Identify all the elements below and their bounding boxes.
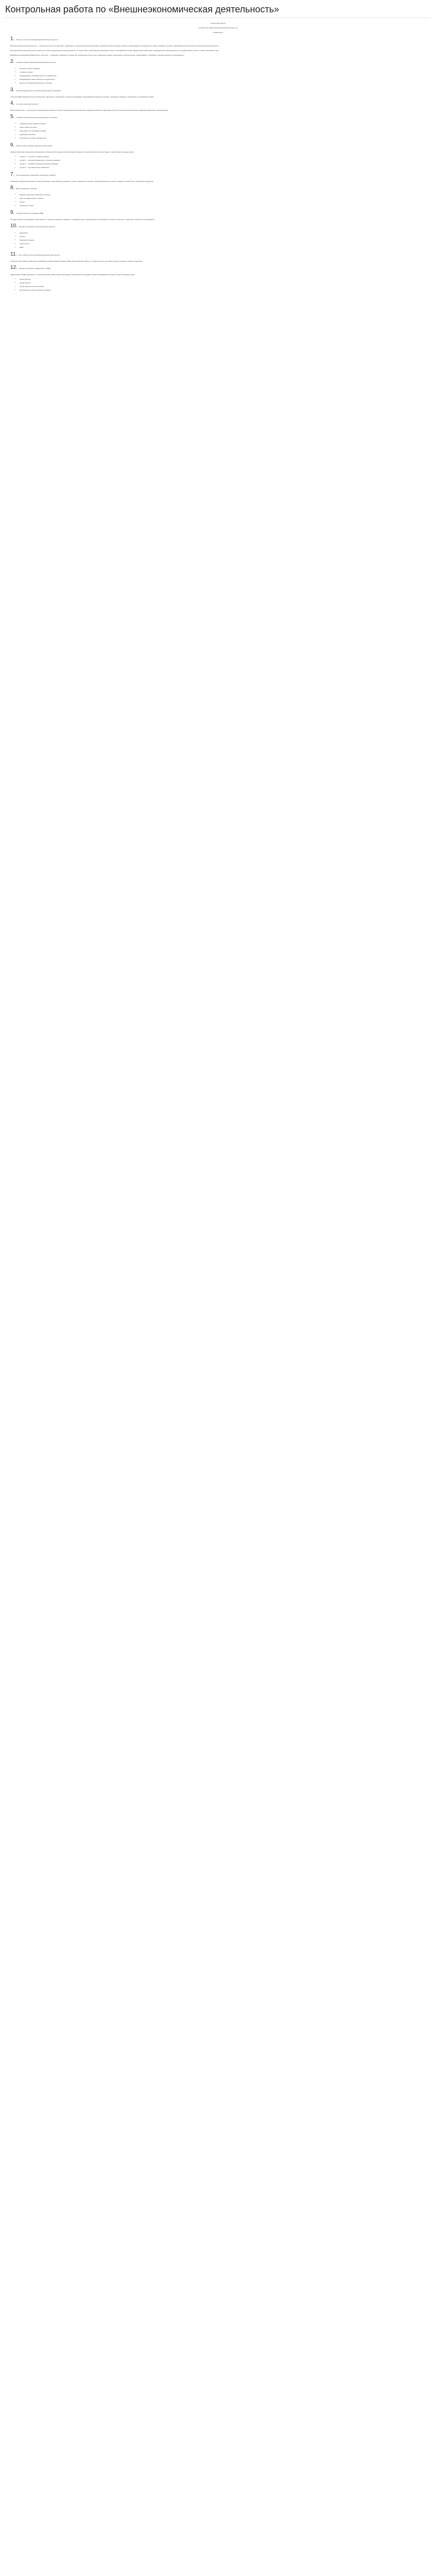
question-heading: [10, 185, 426, 191]
question-text: Основные формы внешнеэкономической деятельности: [16, 61, 56, 63]
question-section: [10, 36, 426, 56]
list-item: • акцизы: [20, 201, 426, 203]
list-item: • международное производственное сотрудничество: [20, 75, 426, 77]
question-heading: [10, 172, 426, 178]
list-item: • банковский перевод: [20, 239, 426, 241]
list-item: • таможенные сборы: [20, 205, 426, 207]
list-item: • внешняя торговля товарами: [20, 67, 426, 70]
question-number: 12.: [10, 265, 18, 270]
question-number: 5.: [10, 114, 15, 120]
question-section: [10, 87, 426, 98]
question-number: 1.: [10, 36, 15, 42]
list-item: • ввозная и вывозная таможенные пошлины: [20, 194, 426, 196]
list-item: • налог на добавленную стоимость: [20, 197, 426, 199]
question-number: 9.: [10, 210, 15, 215]
list-item: • международное инвестиционное сотрудничество: [20, 78, 426, 80]
question-heading: [10, 142, 426, 148]
question-heading: [10, 210, 426, 216]
question-number: 8.: [10, 185, 15, 191]
list-item: • аванс: [20, 246, 426, 248]
list-item: • группа D — доставка в место назначения: [20, 166, 426, 168]
answer-list: [20, 232, 426, 248]
list-item: • подписание контракта: [20, 133, 426, 135]
question-section: [10, 114, 426, 139]
question-section: [10, 59, 426, 84]
answer-list: [20, 67, 426, 84]
page-title: Контрольная работа по «Внешнеэкономическая деятельность»: [5, 4, 280, 14]
list-item: • группа C — основная перевозка оплачена продавцом: [20, 163, 426, 165]
question-text: Что такое валютный контроль?: [16, 103, 39, 105]
question-heading: [10, 265, 426, 271]
list-item: • группа E — отгрузка со склада продавца: [20, 156, 426, 158]
question-number: 4.: [10, 100, 15, 106]
discipline-line: по дисциплине «Внешнеэкономическая деятельность»: [198, 27, 238, 29]
question-section: [10, 210, 426, 221]
question-section: [10, 142, 426, 168]
list-item: • инкассо: [20, 235, 426, 238]
question-number: 10.: [10, 223, 18, 229]
question-heading: [10, 36, 426, 42]
variant-line: Тема/вопросы: [213, 31, 223, 33]
list-item: • объем импорта: [20, 282, 426, 284]
answer-paragraph: Государственное регулирование осуществляется с помощью таможенно-тарифных и нетарифных мер, лицензирования, квотирования, экспортного контроля, а также мер технического регулирования.: [10, 218, 155, 221]
question-number: 3.: [10, 87, 15, 93]
list-item: • поиск и выбор партнера: [20, 126, 426, 128]
question-number: 11.: [10, 251, 18, 257]
question-text: Какие условия поставки содержатся в Инкотермс?: [16, 145, 53, 147]
document-body: [0, 18, 436, 299]
list-item: • валютные и финансово-кредитные операции: [20, 82, 426, 84]
answer-paragraph: Участники ВЭД подразделяются на экспортеров, импортеров, посредников, а также на организации, обслуживающие внешнюю торговлю: таможенных брокеров, перевозчиков, страховщиков и банки.: [10, 96, 154, 98]
question-section: [10, 223, 426, 248]
question-text: Роль транспорта во внешнеэкономической деятельности: [19, 254, 60, 256]
question-section: [10, 265, 426, 291]
question-text: Понятие и логистика внешнеэкономической деятельности: [16, 39, 58, 41]
question-number: 2.: [10, 59, 15, 64]
question-text: Основные показатели эффективности ВЭД: [19, 267, 50, 269]
answer-list: [20, 156, 426, 168]
list-item: • открытый счет: [20, 243, 426, 245]
answer-paragraph: Правила Инкотермс определяют распределение обязанностей, расходов и рисков между продавцом и покупателем при поставке товара, а также момент перехода рисков.: [10, 151, 134, 153]
list-item: • сальдо внешнеторгового баланса: [20, 285, 426, 287]
question-text: Виды таможенных платежей: [16, 188, 37, 190]
answer-paragraph: Таможенное оформление включает подачу декларации, представление документов, уплату таможенных платежей, таможенный контроль и выпуск товаров в соответствии с заявленной процедурой.: [10, 180, 154, 182]
question-text: Методы и инструменты внешнеторговых расчетов: [19, 226, 55, 228]
answer-paragraph: Внешнеэкономическая деятельность ведется на основе предпринимательской активности и в соответствии с действующим законодательством. Участниками выступают коммерческие организации, индивидуальные предприниматели и государственные органы, а также иностранные лица.: [10, 49, 219, 52]
list-item: • объем экспорта: [20, 278, 426, 280]
sections-container: [10, 36, 426, 291]
question-section: [10, 251, 426, 262]
answer-paragraph: Эффективность ВЭД оценивается по показателям экспортной и импортной выручки, рентабельности операций, срокам оборачиваемости средств и доле на внешнем рынке.: [10, 274, 135, 276]
list-item: • рентабельность внешнеторговых операций: [20, 289, 426, 291]
answer-paragraph: Транспорт обеспечивает физическое перемещение товаров между странами. Выбор вида транспорта зависит от характера груза, расстояния, сроков поставки и стоимости перевозки.: [10, 260, 143, 262]
answer-list: [20, 123, 426, 139]
question-section: [10, 172, 426, 182]
question-heading: [10, 87, 426, 93]
question-number: 6.: [10, 142, 15, 148]
question-heading: [10, 100, 426, 107]
question-text: Как классифицируются участники внешнеторговых операций?: [16, 90, 61, 92]
question-text: Основные этапы заключения внешнеторгового контракта: [16, 116, 58, 118]
question-text: В чем заключается таможенное оформление товаров?: [16, 174, 56, 176]
question-section: [10, 185, 426, 207]
question-heading: [10, 59, 426, 65]
list-item: • исполнение и контроль обязательств: [20, 137, 426, 139]
list-item: • предварительная проработка рынка: [20, 123, 426, 125]
document-type: Контрольная работа: [211, 22, 225, 24]
answer-paragraph: Важнейшим направлением ВЭД является логистика — управление товарными потоками при перемещении грузов через таможенную границу, включающее транспортировку, складирование, страхование и документационное сопровождение.: [10, 54, 184, 56]
list-item: • торговля услугами: [20, 71, 426, 73]
question-heading: [10, 114, 426, 120]
answer-list: [20, 278, 426, 291]
list-item: • аккредитив: [20, 232, 426, 234]
answer-list: [20, 194, 426, 207]
question-text: Государственное регулирование ВЭД: [16, 212, 43, 214]
question-section: [10, 100, 426, 111]
list-item: • переговоры и согласование условий: [20, 130, 426, 132]
answer-paragraph: Внешнеэкономическая деятельность — совокупность мер по организации, управлению и осуществлению внешнеторговых операций, включая внешнюю торговлю, международное сотрудничество и обмен товарами, услугами, информацией и результатами интеллектуальной деятельности.: [10, 45, 219, 47]
answer-paragraph: Валютный контроль — деятельность уполномоченных органов и агентов, направленная на обеспечение соблюдения валютного законодательства при осуществлении валютных операций резидентами и нерезидентами.: [10, 109, 169, 111]
question-heading: [10, 223, 426, 229]
question-heading: [10, 251, 426, 258]
list-item: • группа F — основная перевозка не оплачена продавцом: [20, 159, 426, 161]
question-number: 7.: [10, 172, 15, 177]
